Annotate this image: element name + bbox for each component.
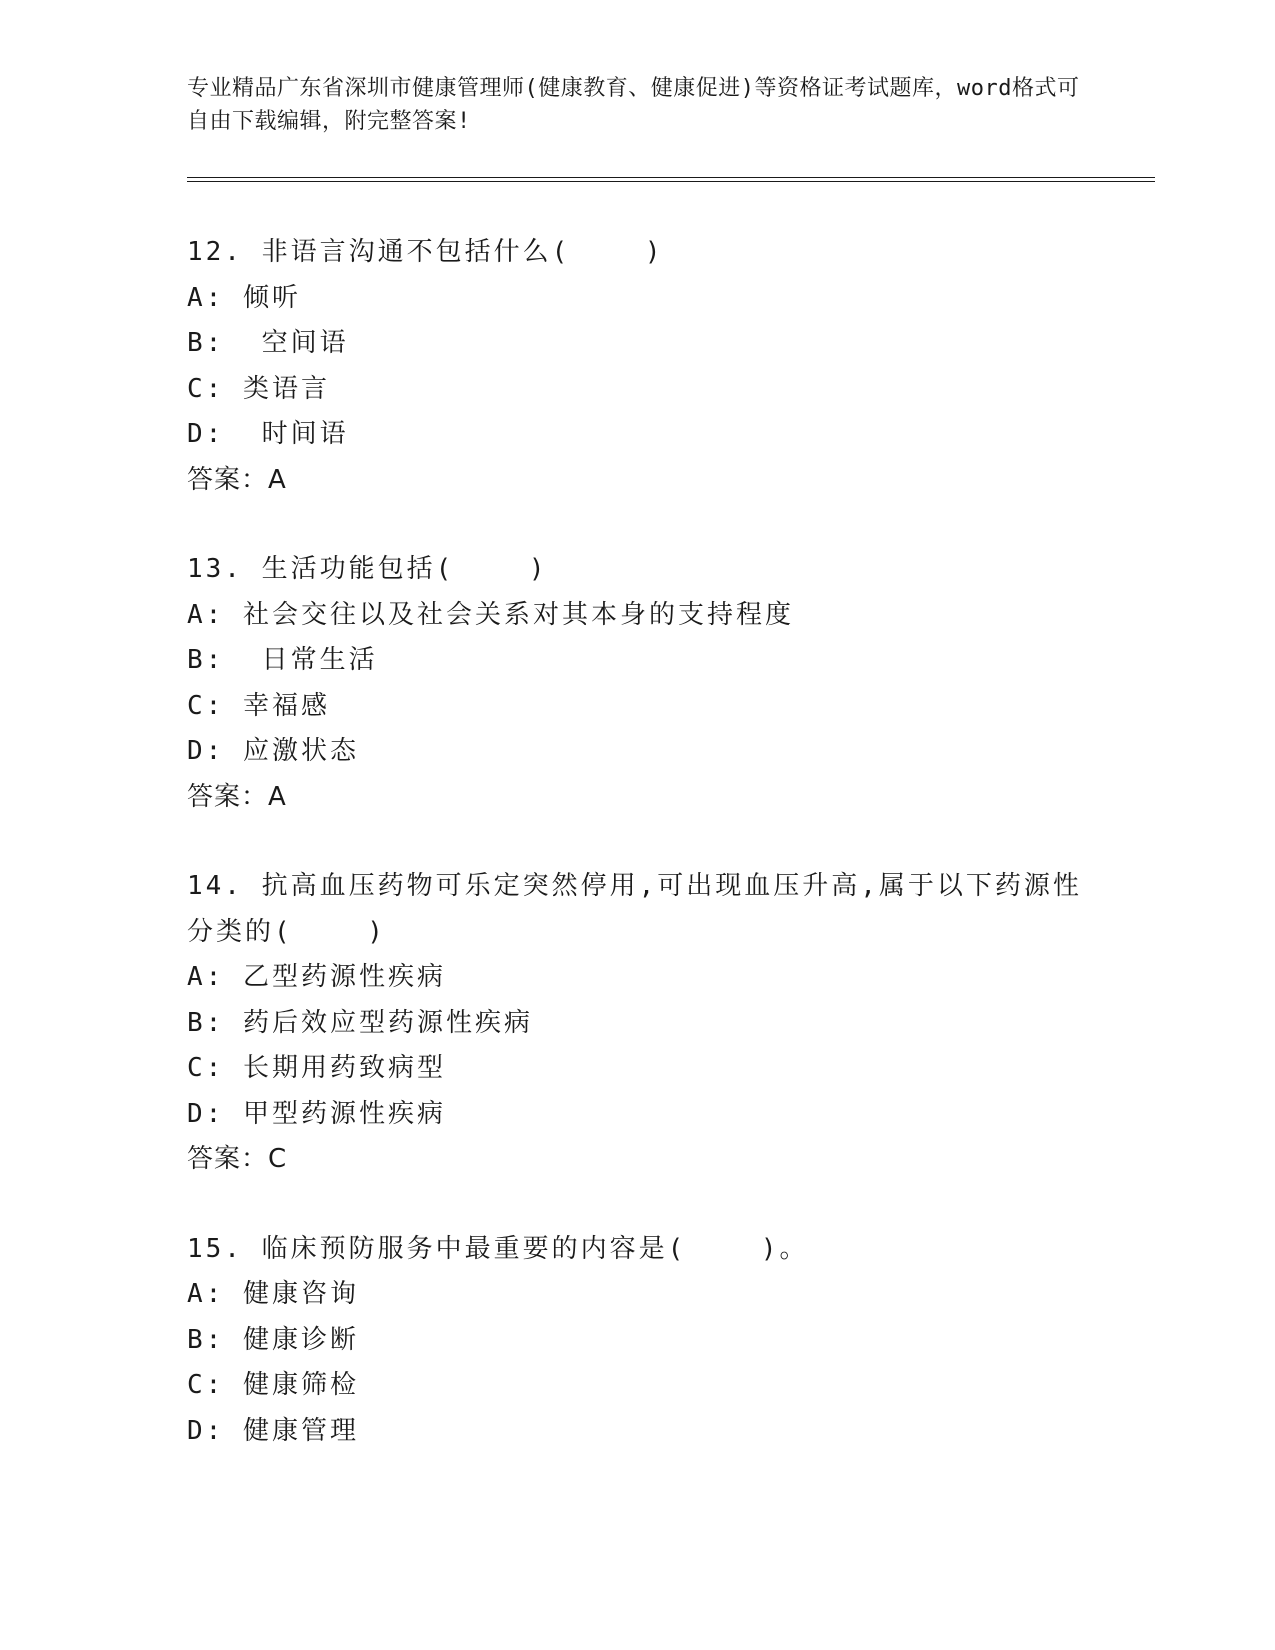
question-stem: 13. 生活功能包括( ) [187,554,548,584]
option-b: B: 日常生活 [187,645,378,675]
question-14 [187,864,1087,1183]
answer: 答案：A [187,781,287,812]
option-b: B: 健康诊断 [187,1324,359,1355]
question-13 [187,547,1087,820]
option-c: C: 幸福感 [187,690,330,721]
question-stem: 15. 临床预防服务中最重要的内容是( )。 [187,1233,809,1264]
option-d: D: 甲型药源性疾病 [187,1098,446,1129]
option-b: B: 空间语 [187,328,349,358]
option-a: A: 倾听 [187,282,301,313]
option-c: C: 类语言 [187,373,330,404]
option-c: C: 长期用药致病型 [187,1053,446,1083]
answer: 答案：A [187,464,287,495]
answer: 答案：C [187,1144,288,1174]
document-header: 专业精品广东省深圳市健康管理师(健康教育、健康促进)等资格证考试题库，word格式可自由下载编辑，附完整答案! [187,76,1080,134]
header-divider [187,177,1155,182]
question-stem: 12. 非语言沟通不包括什么( ) [187,237,664,267]
option-d: D: 时间语 [187,419,349,449]
question-stem: 14. 抗高血压药物可乐定突然停用,可出现血压升高,属于以下药源性分类的( ) [187,871,1082,947]
option-a: A: 健康咨询 [187,1279,359,1309]
question-12 [187,230,1087,503]
option-b: B: 药后效应型药源性疾病 [187,1007,533,1038]
option-a: A: 社会交往以及社会关系对其本身的支持程度 [187,599,794,630]
question-list [187,230,1087,1498]
option-d: D: 应激状态 [187,736,359,766]
option-c: C: 健康筛检 [187,1370,359,1400]
option-a: A: 乙型药源性疾病 [187,962,446,992]
question-15 [187,1227,1087,1455]
option-d: D: 健康管理 [187,1415,359,1446]
